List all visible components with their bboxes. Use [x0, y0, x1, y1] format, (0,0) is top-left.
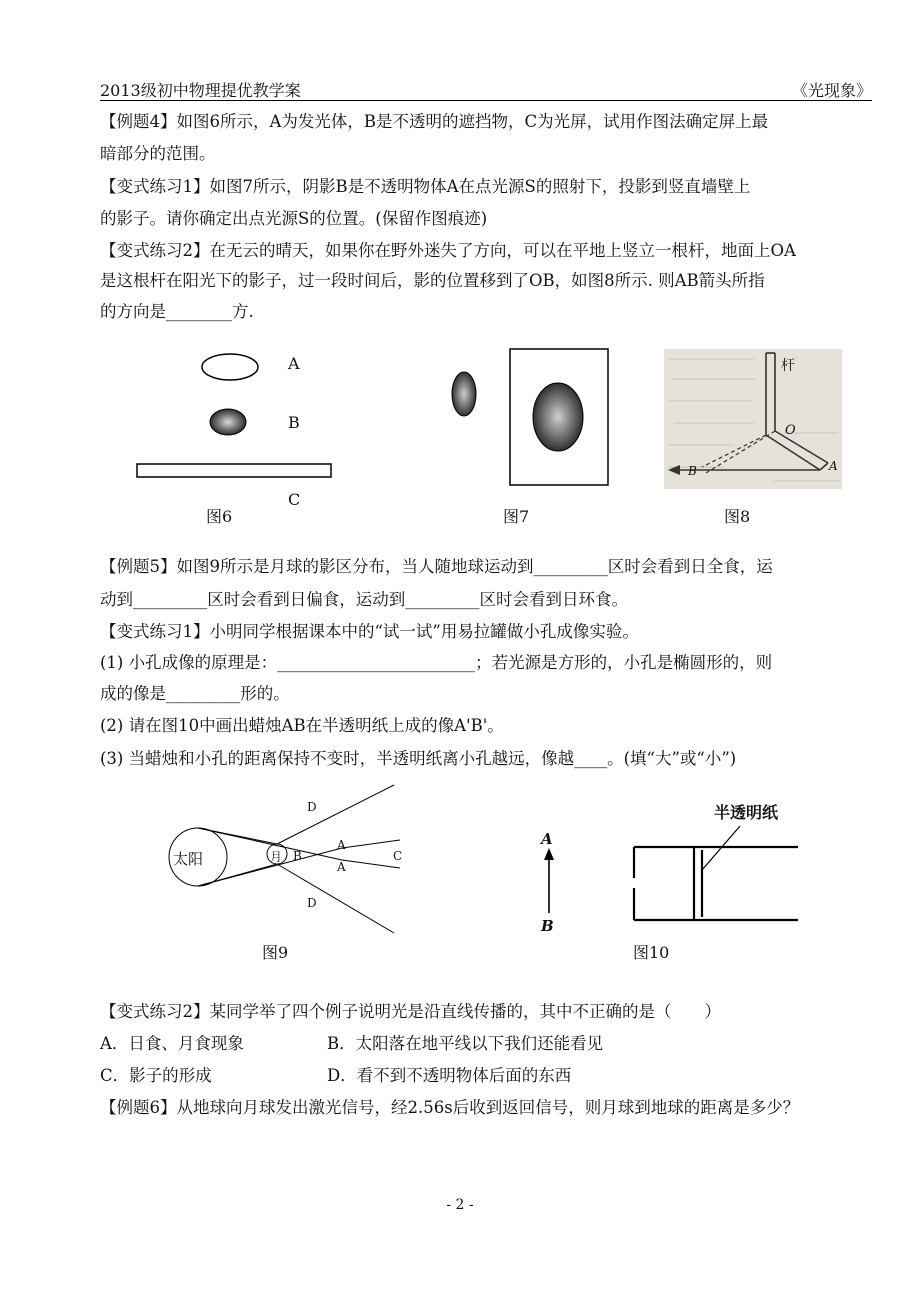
- label-d: D: [307, 896, 317, 910]
- text-line: 【变式练习2】在无云的晴天，如果你在野外迷失了方向，可以在平地上竖立一根杆，地面上OA: [100, 241, 796, 260]
- text-line: 暗部分的范围。: [100, 144, 216, 163]
- option-c: C．影子的形成: [100, 1066, 212, 1085]
- label-a: A: [337, 838, 346, 852]
- label-translucent-paper: 半透明纸: [714, 803, 779, 822]
- label-sun: 太阳: [173, 850, 204, 868]
- text-line: 的方向是________方.: [100, 302, 254, 321]
- figure-10: [530, 820, 810, 935]
- text-line: 的影子。请你确定出点光源S的位置。(保留作图痕迹): [100, 209, 488, 228]
- figure-6: [130, 345, 340, 485]
- label-b: B: [293, 849, 302, 863]
- figure-8-caption: 图8: [724, 507, 751, 526]
- label-d: D: [307, 800, 317, 814]
- label-moon: 月: [270, 850, 283, 864]
- text-line: 【例题5】如图9所示是月球的影区分布，当人随地球运动到_________区时会看到日全食，运: [100, 557, 773, 576]
- text-line: 动到_________区时会看到日偏食，运动到_________区时会看到日环食。: [100, 590, 628, 609]
- label-pole: 杆: [781, 358, 795, 374]
- text-line: 【变式练习2】某同学举了四个例子说明光是沿直线传播的，其中不正确的是（ ）: [100, 1002, 721, 1021]
- figure-10-caption: 图10: [633, 943, 670, 962]
- option-d: D．看不到不透明物体后面的东西: [327, 1066, 572, 1085]
- label-b: B: [541, 917, 554, 935]
- text-line: 成的像是_________形的。: [100, 684, 290, 703]
- text-line: 【例题6】从地球向月球发出激光信号，经2.56s后收到返回信号，则月球到地球的距离是多少？: [100, 1098, 800, 1117]
- figure-6-caption: 图6: [206, 507, 233, 526]
- option-a: A．日食、月食现象: [100, 1034, 244, 1053]
- label-c: C: [288, 490, 301, 509]
- label-b: B: [288, 413, 300, 432]
- figure-9-caption: 图9: [262, 943, 289, 962]
- figure-7: [445, 345, 615, 490]
- screen-c: [137, 464, 331, 477]
- label-o: O: [785, 423, 796, 438]
- label-a: A: [288, 354, 300, 373]
- text-line: (3) 当蜡烛和小孔的距离保持不变时，半透明纸离小孔越远，像越____。(填“大”或“小”): [100, 749, 737, 768]
- page-number: - 2 -: [446, 1197, 474, 1213]
- label-b: B: [688, 464, 697, 478]
- text-line: 是这根杆在阳光下的影子，过一段时间后，影的位置移到了OB，如图8所示. 则AB箭头所指: [100, 271, 765, 290]
- option-b: B．太阳落在地平线以下我们还能看见: [327, 1034, 604, 1053]
- object-a: [452, 372, 476, 416]
- figure-7-caption: 图7: [503, 507, 530, 526]
- shadow-b: [533, 383, 583, 451]
- label-c: C: [393, 849, 403, 863]
- header-title: 2013级初中物理提优教学案: [100, 81, 301, 100]
- header-chapter: 《光现象》: [791, 81, 872, 100]
- obstacle-b: [210, 409, 246, 435]
- label-a: A: [829, 459, 838, 473]
- label-a: A: [337, 860, 346, 874]
- text-line: 【例题4】如图6所示，A为发光体，B是不透明的遮挡物，C为光屏，试用作图法确定屏上最: [100, 112, 769, 131]
- light-source-a: [202, 354, 258, 380]
- text-line: 【变式练习1】小明同学根据课本中的“试一试”用易拉罐做小孔成像实验。: [100, 622, 639, 641]
- text-line: 【变式练习1】如图7所示，阴影B是不透明物体A在点光源S的照射下，投影到竖直墙壁上: [100, 177, 751, 196]
- page-header: [100, 76, 872, 101]
- label-a: A: [541, 830, 553, 848]
- text-line: (2) 请在图10中画出蜡烛AB在半透明纸上成的像A'B'。: [100, 716, 504, 735]
- text-line: (1) 小孔成像的原理是：________________________；若光源是方形的，小孔是椭圆形的，则: [100, 653, 773, 672]
